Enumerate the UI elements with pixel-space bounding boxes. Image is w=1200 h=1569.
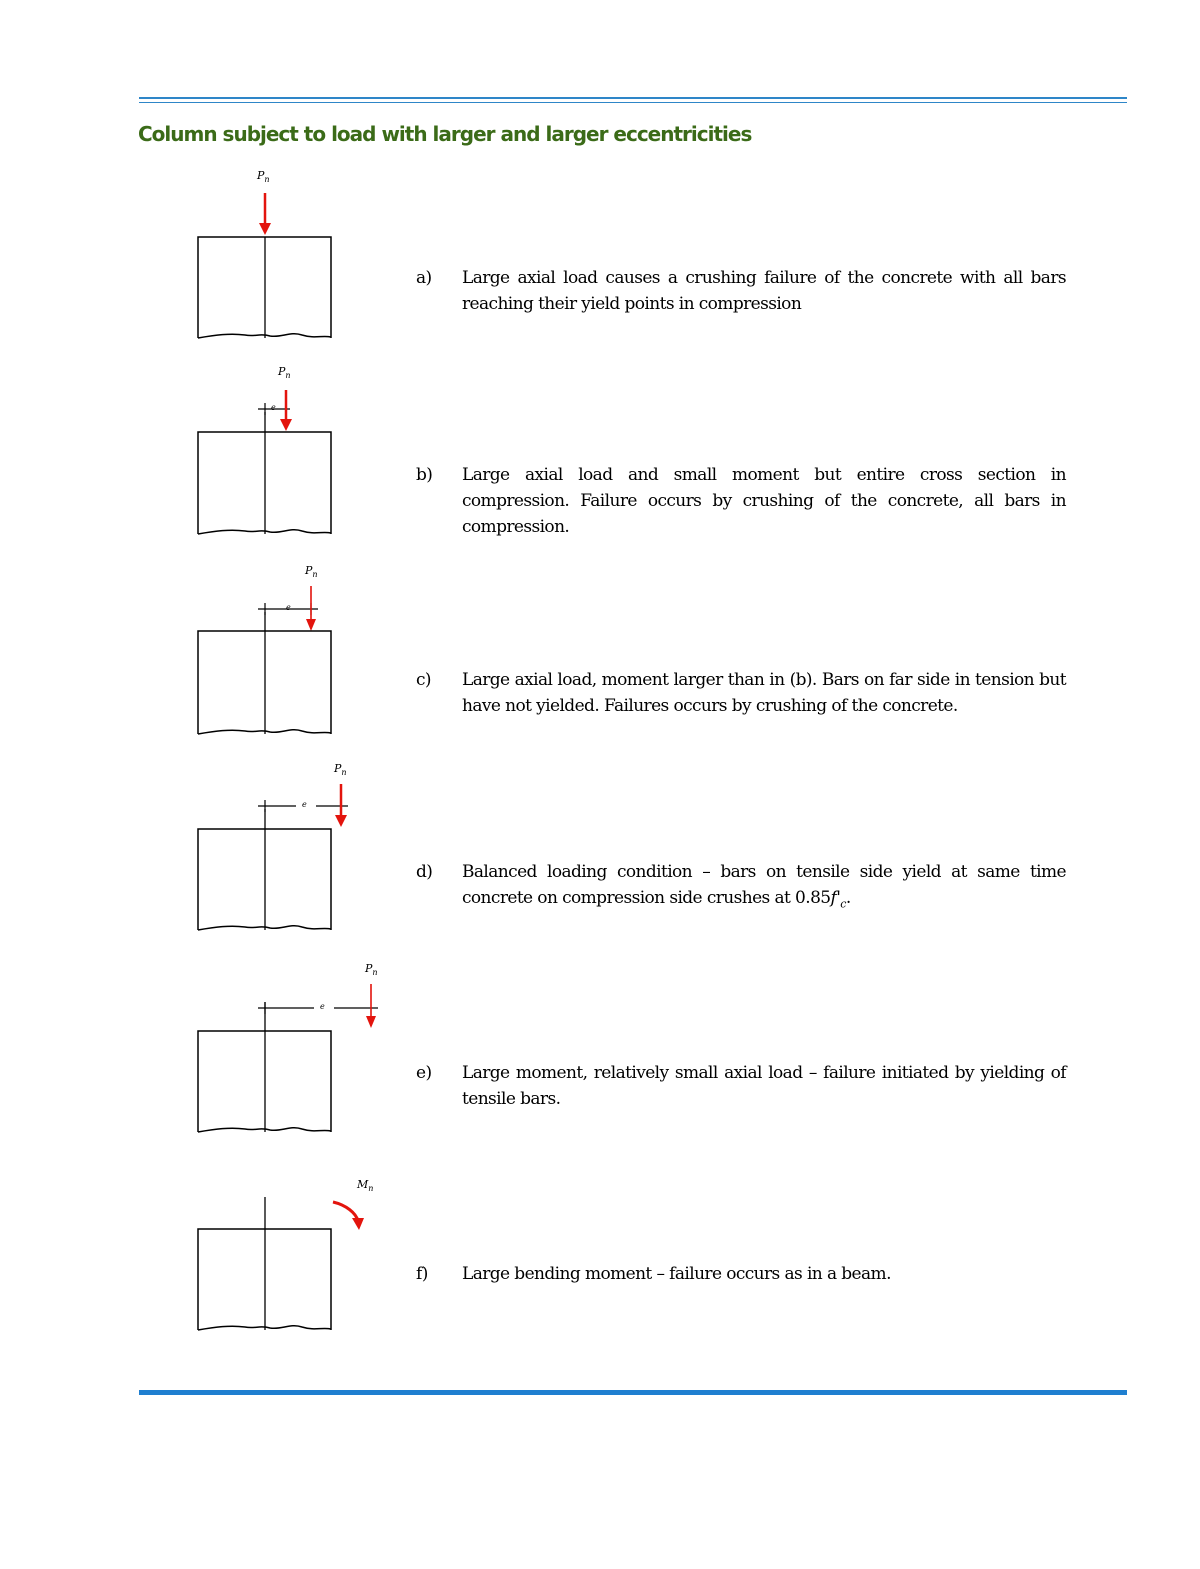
load-label: $P_n$ — [305, 564, 318, 580]
load-arrow-icon — [366, 1016, 376, 1028]
item-marker: e) — [416, 1063, 432, 1083]
item-text: Large axial load causes a crushing failure of the concrete with all bars reaching their yield points in compression — [462, 268, 1066, 314]
load-arrow-icon — [335, 815, 347, 827]
column-figure-b — [190, 362, 390, 552]
item-marker: d) — [416, 862, 433, 882]
item-text: Large axial load, moment larger than in (b). Bars on far side in tension but have not yielded. Failures occurs by crushing of the concrete. — [462, 670, 1066, 716]
eccentricity-label: e — [320, 1002, 325, 1011]
page-title: Column subject to load with larger and larger eccentricities — [138, 122, 752, 146]
load-arrow-icon — [259, 223, 271, 235]
load-label: $P_n$ — [365, 962, 378, 978]
load-label: $P_n$ — [257, 169, 270, 185]
column-diagram — [190, 165, 390, 355]
header-rule — [139, 97, 1127, 99]
load-arrow-icon — [306, 619, 316, 631]
moment-arrow-icon — [352, 1218, 364, 1230]
item-text: Large moment, relatively small axial load – failure initiated by yielding of tensile bars. — [462, 1063, 1066, 1109]
load-arrow-icon — [280, 419, 292, 431]
item-marker: a) — [416, 268, 432, 288]
column-diagram — [190, 960, 390, 1150]
column-figure-d — [190, 760, 390, 950]
item-text: Balanced loading condition – bars on tensile side yield at same time concrete on compression side crushes at $0.85f'_c$. — [462, 862, 1066, 911]
item-marker: b) — [416, 465, 433, 485]
eccentricity-label: e — [286, 603, 291, 612]
column-figure-e — [190, 960, 390, 1150]
footer-rule — [139, 1390, 1127, 1395]
column-diagram — [190, 362, 390, 552]
moment-label: $M_n$ — [357, 1178, 374, 1194]
load-label: $P_n$ — [334, 762, 347, 778]
header-rule-thin — [139, 102, 1127, 103]
column-diagram — [190, 1175, 390, 1365]
column-figure-a — [190, 165, 390, 355]
item-text: Large axial load and small moment but entire cross section in compression. Failure occurs by crushing of the concrete, all bars in compression. — [462, 465, 1066, 537]
load-label: $P_n$ — [278, 365, 291, 381]
column-diagram — [190, 562, 390, 752]
column-figure-c — [190, 562, 390, 752]
eccentricity-label: e — [302, 800, 307, 809]
column-figure-f — [190, 1175, 390, 1365]
item-marker: c) — [416, 670, 431, 690]
column-diagram — [190, 760, 390, 950]
item-text: Large bending moment – failure occurs as in a beam. — [462, 1264, 891, 1284]
eccentricity-label: e — [271, 403, 276, 412]
item-marker: f) — [416, 1264, 428, 1284]
